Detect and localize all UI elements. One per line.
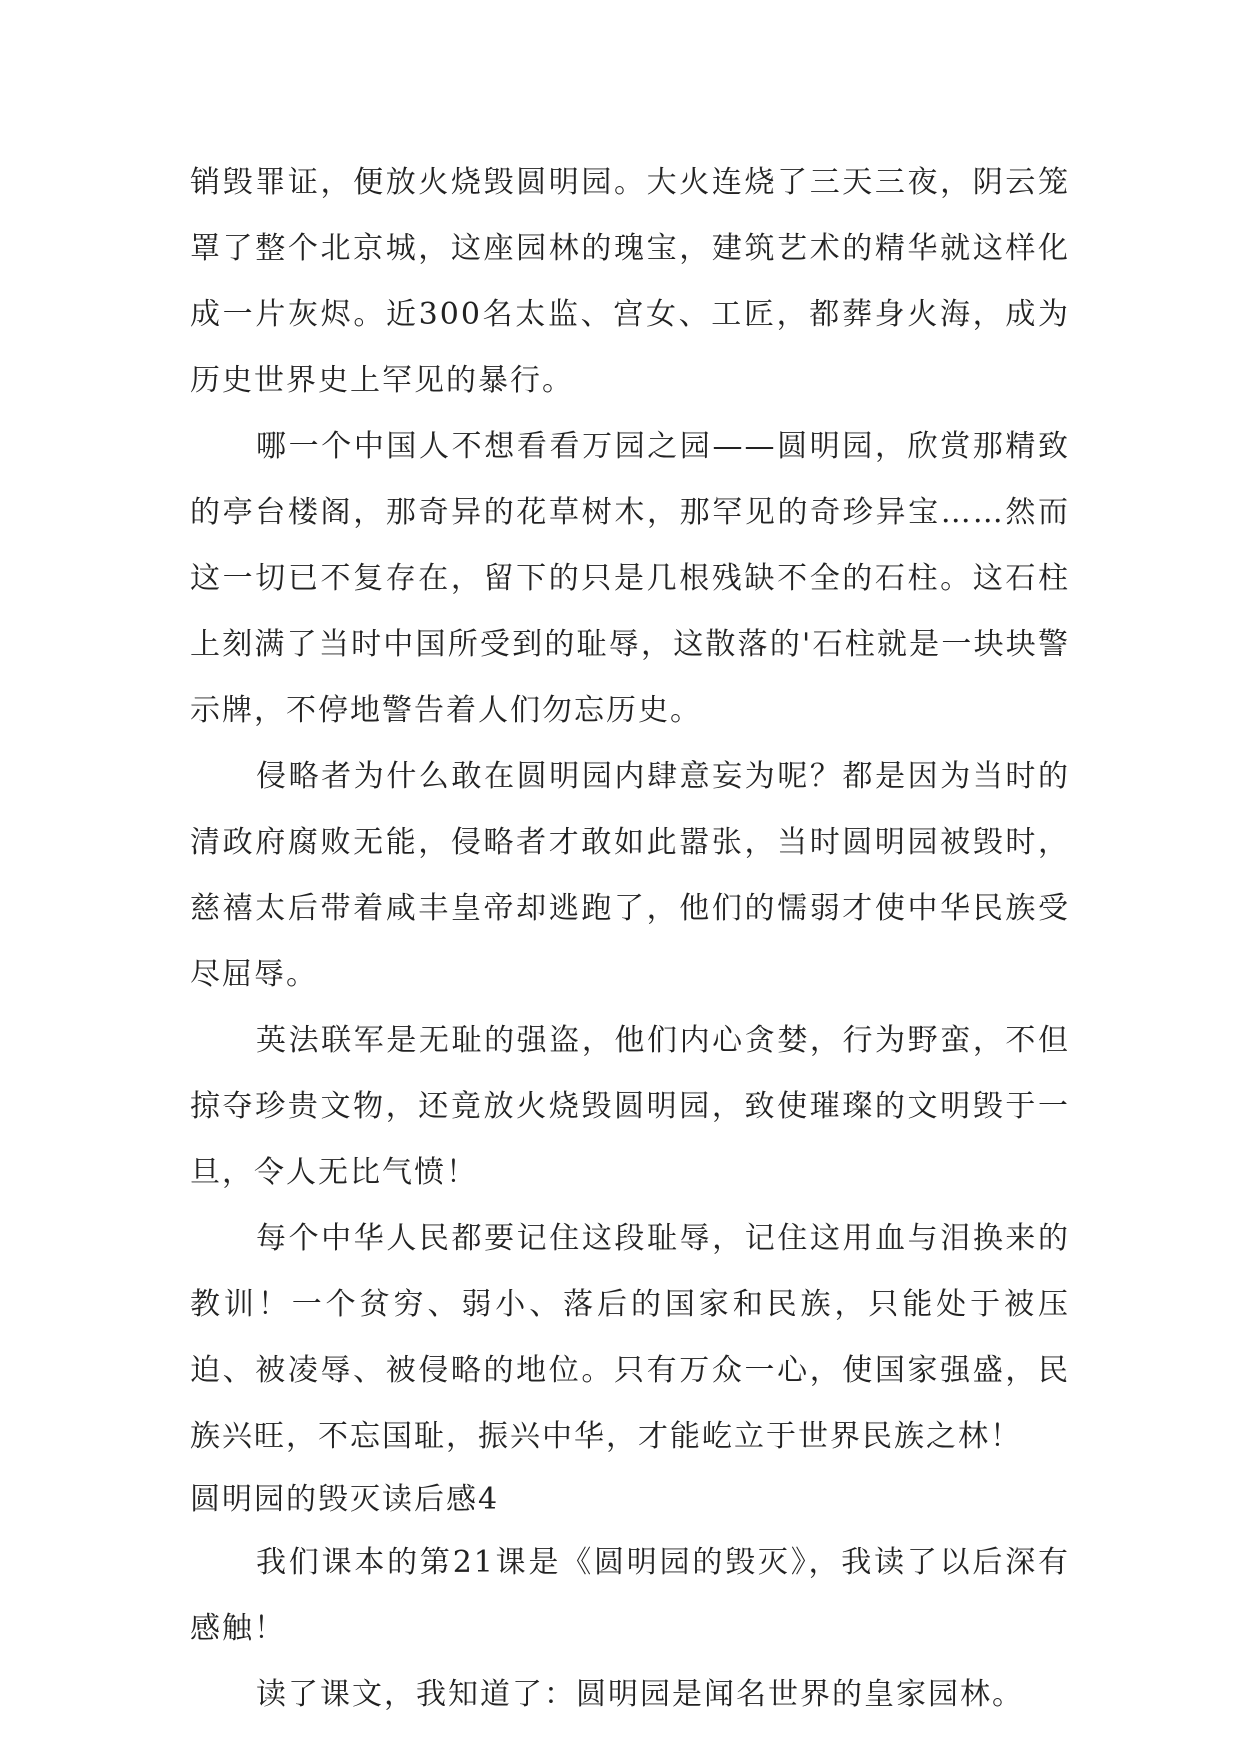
paragraph-2: 哪一个中国人不想看看万园之园——圆明园，欣赏那精致的亭台楼阁，那奇异的花草树木，那罕见的奇珍异宝……然而这一切已不复存在，留下的只是几根残缺不全的石柱。这石柱上刻满了当时中国所受到的耻辱，这散落的'石柱就是一块块警示牌，不停地警告着人们勿忘历史。 bbox=[190, 429, 1070, 728]
paragraph-1: 销毁罪证，便放火烧毁圆明园。大火连烧了三天三夜，阴云笼罩了整个北京城，这座园林的瑰宝，建筑艺术的精华就这样化成一片灰烬。近300名太监、宫女、工匠，都葬身火海，成为历史世界史上罕见的暴行。 bbox=[190, 165, 1070, 398]
paragraph-5: 每个中华人民都要记住这段耻辱，记住这用血与泪换来的教训！一个贫穷、弱小、落后的国家和民族，只能处于被压迫、被凌辱、被侵略的地位。只有万众一心，使国家强盛，民族兴旺，不忘国耻，振兴中华，才能屹立于世界民族之林！ bbox=[190, 1221, 1070, 1454]
section-paragraph-2: 读了课文，我知道了：圆明园是闻名世界的皇家园林。 bbox=[256, 1677, 1024, 1712]
paragraph-4: 英法联军是无耻的强盗，他们内心贪婪，行为野蛮，不但掠夺珍贵文物，还竟放火烧毁圆明园，致使璀璨的文明毁于一旦，令人无比气愤！ bbox=[190, 1023, 1070, 1190]
paragraph-3: 侵略者为什么敢在圆明园内肆意妄为呢？都是因为当时的清政府腐败无能，侵略者才敢如此嚣张，当时圆明园被毁时，慈禧太后带着咸丰皇帝却逃跑了，他们的懦弱才使中华民族受尽屈辱。 bbox=[190, 759, 1070, 992]
section-paragraph-1: 我们课本的第21课是《圆明园的毁灭》，我读了以后深有感触！ bbox=[190, 1545, 1070, 1646]
section-title: 圆明园的毁灭读后感4 bbox=[190, 1482, 500, 1517]
document-body bbox=[190, 150, 1070, 1728]
